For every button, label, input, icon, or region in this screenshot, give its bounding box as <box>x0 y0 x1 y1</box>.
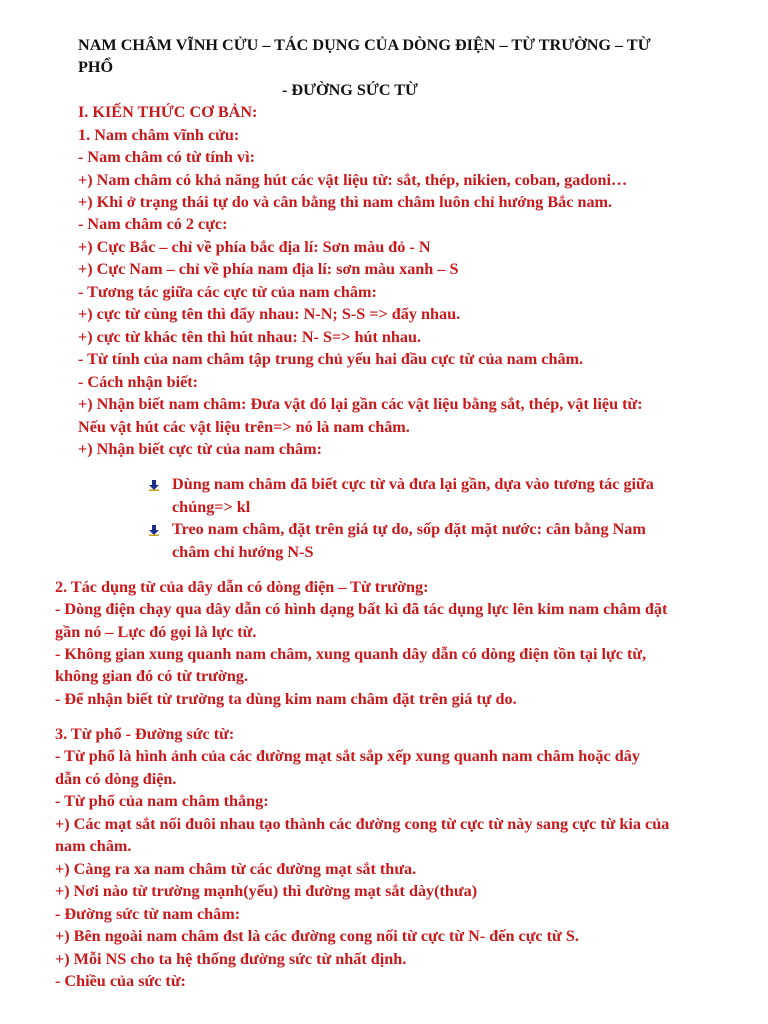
down-arrow-bullet-icon <box>148 524 160 536</box>
section1-line: +) Nam châm có khả năng hút các vật liệu từ: sắt, thép, nikien, coban, gadoni… <box>78 171 628 189</box>
bullet-item-line: châm chỉ hướng N-S <box>172 543 314 561</box>
section1-line: - Tương tác giữa các cực từ của nam châm: <box>78 283 377 301</box>
section1-line: - Nam châm có 2 cực: <box>78 215 228 233</box>
bullet-item-line: Treo nam châm, đặt trên giá tự do, sốp đặt mặt nước: cân bằng Nam <box>172 520 646 538</box>
section1-line: - Cách nhận biết: <box>78 373 199 391</box>
bullet-item-line: chúng=> kl <box>172 498 251 516</box>
section3-line: - Đường sức từ nam châm: <box>55 905 241 923</box>
section3-line: - Từ phổ là hình ảnh của các đường mạt sắt sắp xếp xung quanh nam châm hoặc dây <box>55 747 640 765</box>
section2-line: không gian đó có từ trường. <box>55 667 248 685</box>
section3-line: dẫn có dòng điện. <box>55 770 177 788</box>
section3-heading: 3. Từ phổ - Đường sức từ: <box>55 725 235 743</box>
section2-line: gần nó – Lực đó gọi là lực từ. <box>55 623 257 641</box>
section3-line: +) Càng ra xa nam châm từ các đường mạt sắt thưa. <box>55 860 417 878</box>
section1-line: +) Cực Bắc – chỉ về phía bắc địa lí: Sơn màu đỏ - N <box>78 238 431 256</box>
section1-line: +) cực từ cùng tên thì đẩy nhau: N-N; S-S => đẩy nhau. <box>78 305 461 323</box>
section2-heading: 2. Tác dụng từ của dây dẫn có dòng điện – Từ trường: <box>55 578 429 596</box>
section3-line: +) Mỗi NS cho ta hệ thống đường sức từ nhất định. <box>55 950 407 968</box>
down-arrow-bullet-icon <box>148 479 160 491</box>
title-line-1: NAM CHÂM VĨNH CỬU – TÁC DỤNG CỦA DÒNG ĐIỆN – TỪ TRƯỜNG – TỪ <box>78 36 651 54</box>
section3-line: - Chiều của sức từ: <box>55 972 186 990</box>
title-line-2: PHỔ <box>78 58 114 76</box>
section1-line: +) Nhận biết nam châm: Đưa vật đó lại gần các vật liệu bằng sắt, thép, vật liệu từ: <box>78 395 643 413</box>
section1-line: +) Cực Nam – chỉ về phía nam địa lí: sơn màu xanh – S <box>78 260 459 278</box>
section1-line: +) Nhận biết cực từ của nam châm: <box>78 440 323 458</box>
section2-line: - Không gian xung quanh nam châm, xung quanh dây dẫn có dòng điện tồn tại lực từ, <box>55 645 647 663</box>
section1-line: - Nam châm có từ tính vì: <box>78 148 255 166</box>
section3-line: +) Các mạt sắt nối đuôi nhau tạo thành các đường cong từ cực từ này sang cực từ kia của <box>55 815 670 833</box>
section3-line: - Từ phổ của nam châm thẳng: <box>55 792 269 810</box>
section3-line: nam châm. <box>55 837 132 855</box>
section1-heading: I. KIẾN THỨC CƠ BẢN: <box>78 103 258 121</box>
section1-subheading: 1. Nam châm vĩnh cửu: <box>78 126 240 144</box>
section3-line: +) Bên ngoài nam châm đst là các đường cong nối từ cực từ N- đến cực từ S. <box>55 927 579 945</box>
bullet-item-line: Dùng nam châm đã biết cực từ và đưa lại gần, dựa vào tương tác giữa <box>172 475 654 493</box>
section1-line: Nếu vật hút các vật liệu trên=> nó là nam châm. <box>78 418 410 436</box>
section1-line: +) Khi ở trạng thái tự do và cân bằng thì nam châm luôn chỉ hướng Bắc nam. <box>78 193 613 211</box>
section3-line: +) Nơi nào từ trường mạnh(yếu) thì đường mạt sắt dày(thưa) <box>55 882 478 900</box>
section2-line: - Dòng điện chạy qua dây dẫn có hình dạng bất kì đã tác dụng lực lên kim nam châm đặt <box>55 600 668 618</box>
section2-line: - Để nhận biết từ trường ta dùng kim nam châm đặt trên giá tự do. <box>55 690 517 708</box>
title-line-3: - ĐƯỜNG SỨC TỪ <box>282 81 418 99</box>
section1-line: - Từ tính của nam châm tập trung chủ yếu hai đầu cực từ của nam châm. <box>78 350 584 368</box>
section1-line: +) cực từ khác tên thì hút nhau: N- S=> hút nhau. <box>78 328 422 346</box>
